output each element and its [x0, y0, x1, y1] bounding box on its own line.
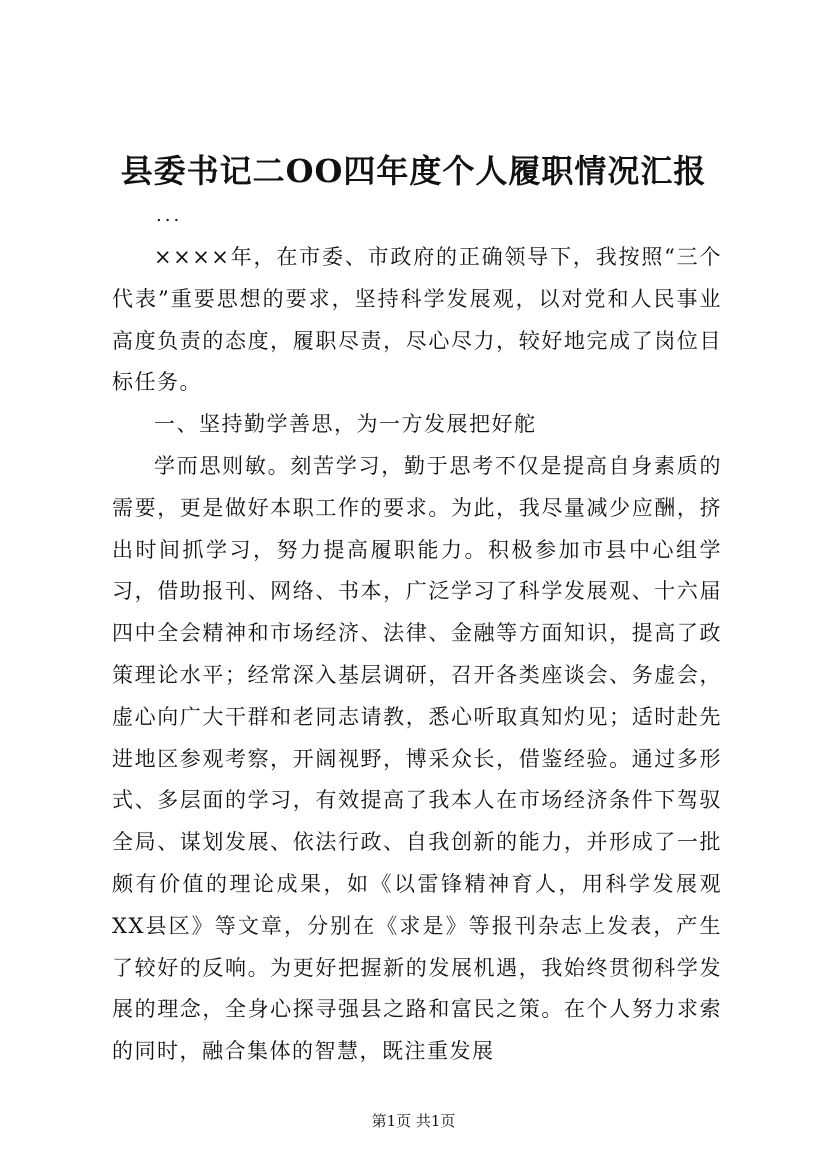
document-title: 县委书记二OO四年度个人履职情况汇报	[120, 152, 707, 190]
section-heading: 一、坚持勤学善思，为一方发展把好舵	[154, 412, 537, 437]
page-footer: 第1页 共1页	[371, 1112, 456, 1130]
ellipsis-text: ...	[156, 205, 183, 226]
document-body	[112, 237, 722, 1073]
paragraph-intro: ××××年，在市委、市政府的正确领导下，我按照“三个代表”重要思想的要求，坚持科学发展观，以对党和人民事业高度负责的态度，履职尽责，尽心尽力，较好地完成了岗位目标任务。	[112, 245, 722, 395]
paragraph-study: 学而思则敏。刻苦学习，勤于思考不仅是提高自身素质的需要，更是做好本职工作的要求。为此，我尽量减少应酬，挤出时间抓学习，努力提高履职能力。积极参加市县中心组学习，借助报刊、网络、书本，广泛学习了科学发展观、十六届四中全会精神和市场经济、法律、金融等方面知识，提高了政策理论水平；经常深入基层调研，召开各类座谈会、务虚会，虚心向广大干群和老同志请教，悉心听取真知灼见；适时赴先进地区参观考察，开阔视野，博采众长，借鉴经验。通过多形式、多层面的学习，有效提高了我本人在市场经济条件下驾驭全局、谋划发展、依法行政、自我创新的能力，并形成了一批颇有价值的理论成果，如《以雷锋精神育人，用科学发展观XX县区》等文章，分别在《求是》等报刊杂志上发表，产生了较好的反响。为更好把握新的发展机遇，我始终贯彻科学发展的理念，全身心探寻强县之路和富民之策。在个人努力求索的同时，融合集体的智慧，既注重发展	[112, 453, 722, 1064]
